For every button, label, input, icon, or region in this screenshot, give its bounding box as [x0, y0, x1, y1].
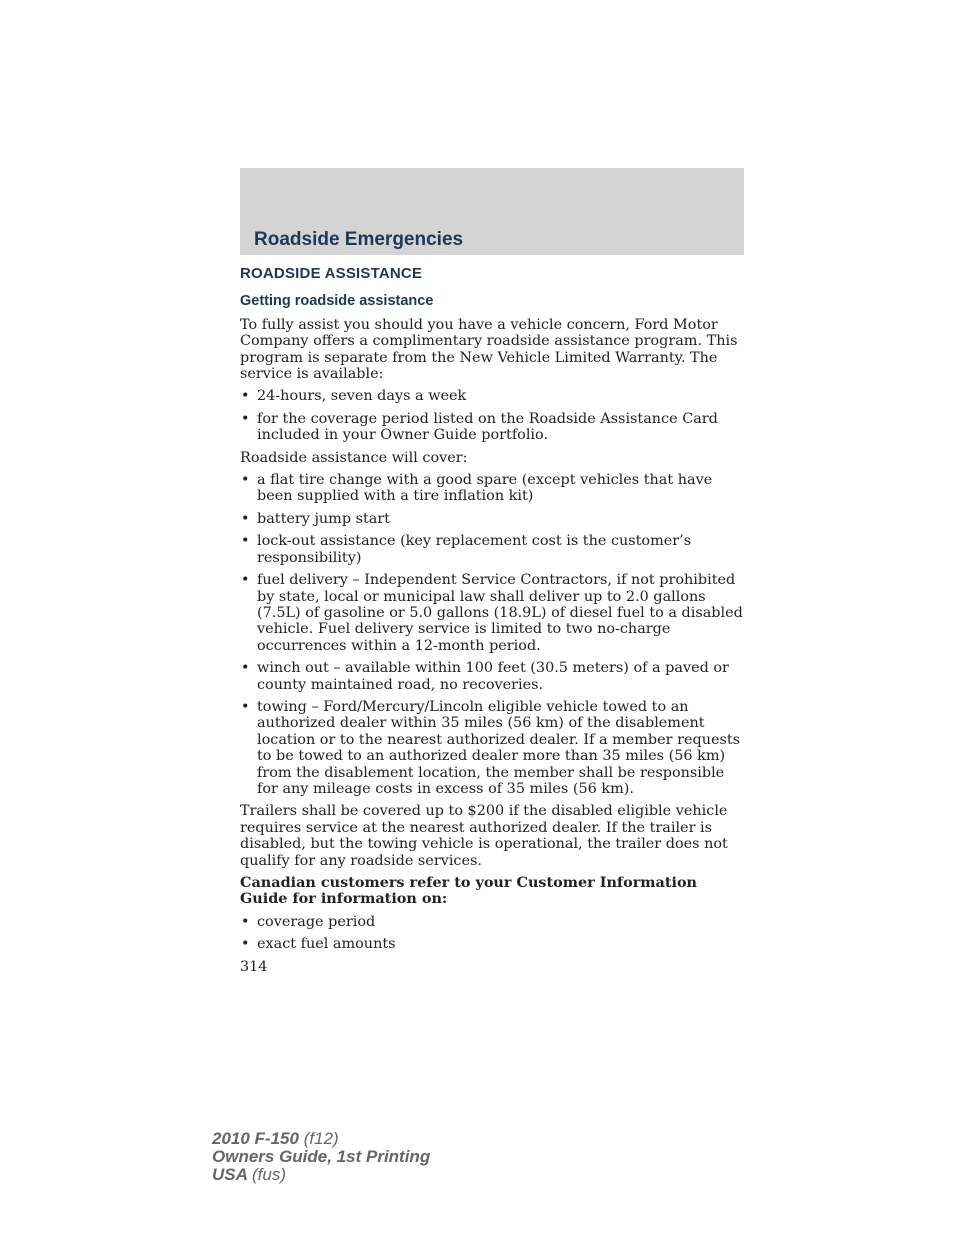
- footer-line-model: [212, 1130, 430, 1148]
- page-number: 314: [240, 958, 268, 975]
- list-item: • for the coverage period listed on the Roadside Assistance Card included in your Owner Guide portfolio.: [240, 411, 746, 444]
- list-item: • coverage period: [240, 914, 746, 930]
- subheading-getting-assistance: Getting roadside assistance: [240, 293, 434, 310]
- print-footer: [212, 1130, 430, 1184]
- list-item: • fuel delivery – Independent Service Contractors, if not prohibited by state, local or municipal law shall deliver up to 2.0 gallons (7.5L) of gasoline or 5.0 gallons (18.9L) of diesel fuel to a disabled vehicle. Fuel delivery service is limited to two no-charge occurrences within a 12-month period.: [240, 572, 746, 654]
- list-item: • battery jump start: [240, 511, 746, 527]
- footer-model-code: (f12): [303, 1129, 339, 1148]
- page-content: [240, 266, 746, 975]
- list-item: • a flat tire change with a good spare (except vehicles that have been supplied with a tire inflation kit): [240, 472, 746, 505]
- coverage-list: [240, 472, 746, 797]
- list-item: • winch out – available within 100 feet (30.5 meters) of a paved or county maintained road, no recoveries.: [240, 660, 746, 693]
- heading-roadside-assistance: ROADSIDE ASSISTANCE: [240, 265, 423, 282]
- footer-model: 2010 F-150: [212, 1129, 299, 1148]
- cover-intro: Roadside assistance will cover:: [240, 449, 468, 466]
- list-item: • towing – Ford/Mercury/Lincoln eligible vehicle towed to an authorized dealer within 35 miles (56 km) of the disablement location or to the nearest authorized dealer. If a member requests to be towed to an authorized dealer more than 35 miles (56 km) from the disablement location, the member shall be responsible for any mileage costs in excess of 35 miles (56 km).: [240, 699, 746, 797]
- list-item: • exact fuel amounts: [240, 936, 746, 952]
- section-title: Roadside Emergencies: [254, 229, 464, 250]
- canadian-note: Canadian customers refer to your Customer Information Guide for information on:: [240, 874, 698, 908]
- trailers-paragraph: Trailers shall be covered up to $200 if the disabled eligible vehicle requires service at the nearest authorized dealer. If the trailer is disabled, but the towing vehicle is operational, the trailer does not qualify for any roadside services.: [240, 803, 728, 869]
- intro-paragraph: To fully assist you should you have a vehicle concern, Ford Motor Company offers a complimentary roadside assistance program. This program is separate from the New Vehicle Limited Warranty. The service is available:: [240, 316, 738, 383]
- section-header-band: [240, 168, 744, 255]
- list-item: • 24-hours, seven days a week: [240, 388, 746, 404]
- footer-line-region: [212, 1166, 430, 1184]
- availability-list: [240, 388, 746, 443]
- footer-guide: Owners Guide, 1st Printing: [212, 1147, 431, 1166]
- footer-region-code: (fus): [252, 1165, 286, 1184]
- canadian-list: [240, 914, 746, 953]
- footer-region: USA: [212, 1165, 248, 1184]
- list-item: • lock-out assistance (key replacement cost is the customer’s responsibility): [240, 533, 746, 566]
